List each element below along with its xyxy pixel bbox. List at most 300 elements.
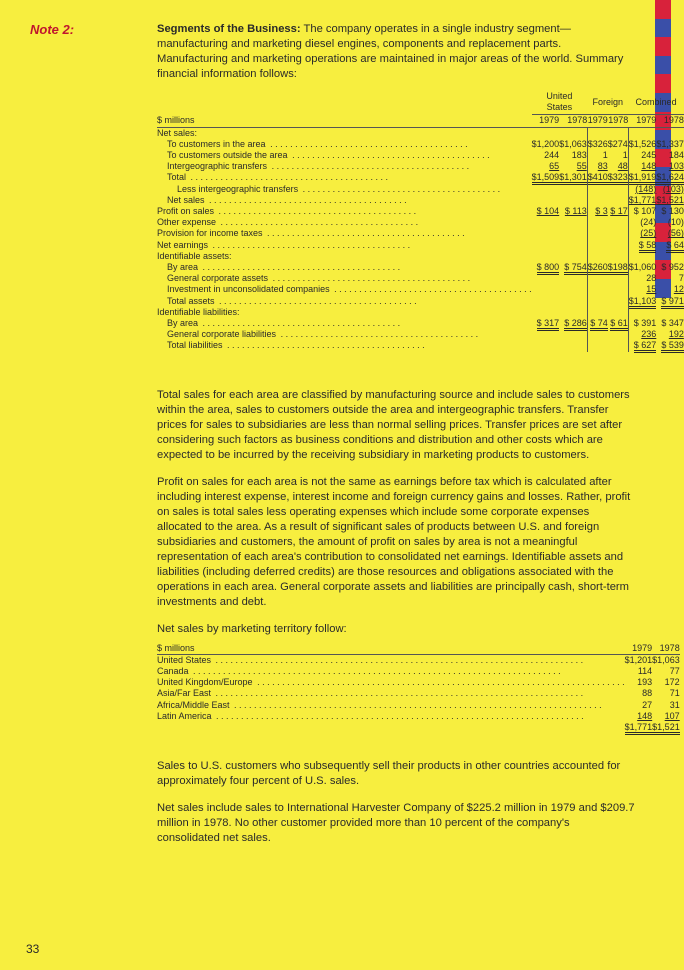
row-label-text: To customers outside the area bbox=[167, 150, 288, 161]
cell-value bbox=[608, 150, 629, 161]
cell-value bbox=[587, 195, 608, 206]
cell-value bbox=[652, 677, 680, 688]
cell-text: $ 317 bbox=[537, 318, 560, 331]
cell-value bbox=[532, 228, 560, 239]
cell-text: (103) bbox=[662, 183, 684, 194]
cell-value bbox=[532, 172, 560, 183]
row-label-text: General corporate assets bbox=[167, 273, 269, 284]
table-row bbox=[157, 206, 684, 217]
cell-value bbox=[625, 700, 653, 711]
cell-value bbox=[587, 340, 608, 351]
year-header: 1978 bbox=[559, 115, 587, 127]
territory-table bbox=[157, 643, 680, 734]
cell-value bbox=[608, 262, 629, 273]
cell-text: 71 bbox=[669, 688, 680, 699]
cell-text: 88 bbox=[642, 688, 653, 699]
cell-value bbox=[628, 329, 656, 340]
cell-text: (148) bbox=[635, 183, 657, 194]
cell-value bbox=[532, 150, 560, 161]
cell-text: (10) bbox=[667, 217, 684, 228]
cell-value bbox=[587, 217, 608, 228]
row-label-text: United States bbox=[157, 654, 212, 665]
paragraph-transfer-prices: Total sales for each area are classified by manufacturing source and include sales to customers within the area, sales to customers outside the area and intergeographic transfers. Transfer prices for sales to subsidiaries are less than normal selling prices. Transfer prices are set after considering such factors as business conditions and distribution and other costs which are expected to be incurred by the receiving subsidiary in marketing products to customers. bbox=[157, 388, 630, 461]
row-label bbox=[157, 251, 532, 262]
row-label-text: General corporate liabilities bbox=[167, 329, 277, 340]
cell-value bbox=[532, 307, 560, 318]
table-row bbox=[157, 722, 680, 733]
row-label-text: Net sales: bbox=[157, 127, 198, 138]
paragraph-us-resales: Sales to U.S. customers who subsequently sell their products in other countries accounted for approximately four percent of U.S. sales. bbox=[157, 760, 621, 788]
cell-value bbox=[559, 161, 587, 172]
row-label-text: Total bbox=[167, 172, 187, 183]
cell-value bbox=[608, 139, 629, 150]
cell-text: 245 bbox=[641, 150, 657, 161]
cell-text: $1,521 bbox=[652, 722, 680, 735]
cell-value bbox=[608, 127, 629, 139]
cell-text: 192 bbox=[668, 329, 684, 340]
row-label: Net earnings . . . . . . . . . . . . . . . . . . . . . . . . . . . . . . . . . . . . . . . . bbox=[157, 239, 411, 250]
cell-value bbox=[628, 228, 656, 239]
cell-value bbox=[559, 340, 587, 351]
row-label: Latin America . . . . . . . . . . . . . . . . . . . . . . . . . . . . . . . . . . . . . . . . . . . . . . . . . . . . . . . . . . . . . . . . . . . . . . . . . . bbox=[157, 710, 584, 721]
page-number: 33 bbox=[26, 942, 40, 956]
cell-value bbox=[628, 172, 656, 183]
cell-text: $ 800 bbox=[537, 262, 560, 275]
cell-value bbox=[656, 150, 684, 161]
table-row bbox=[157, 127, 684, 139]
cell-text: 27 bbox=[642, 699, 653, 710]
segment-table-body bbox=[157, 127, 684, 352]
cell-value bbox=[532, 251, 560, 262]
cell-value bbox=[587, 206, 608, 217]
row-label-text: Identifiable liabilities: bbox=[157, 306, 240, 317]
cell-value bbox=[628, 217, 656, 228]
cell-value bbox=[656, 172, 684, 183]
segment-table-group-header bbox=[157, 90, 684, 115]
cell-text: $1,060 bbox=[628, 262, 657, 273]
cell-value bbox=[587, 296, 608, 307]
cell-text: 12 bbox=[673, 284, 684, 295]
row-label: Asia/Far East . . . . . . . . . . . . . . . . . . . . . . . . . . . . . . . . . . . . . . . . . . . . . . . . . . . . . . . . . . . . . . . . . . . . . . . . . . bbox=[157, 688, 584, 699]
cell-value bbox=[628, 161, 656, 172]
cell-text: 103 bbox=[668, 161, 684, 172]
cell-text: 83 bbox=[597, 161, 608, 172]
cell-text: $ 539 bbox=[661, 340, 684, 353]
cell-value bbox=[532, 184, 560, 195]
cell-value bbox=[587, 127, 608, 139]
cell-text: $ 952 bbox=[661, 262, 684, 273]
cell-value bbox=[625, 666, 653, 677]
cell-value bbox=[532, 240, 560, 251]
cell-value bbox=[532, 296, 560, 307]
cell-value bbox=[608, 240, 629, 251]
cell-text: 148 bbox=[641, 161, 657, 172]
cell-value bbox=[532, 262, 560, 273]
intro-text: The company operates in a single industry segment—manufacturing and marketing diesel engines, components and replacement parts. Manufacturing and marketing operations are maintained in major areas of the world. Summary financial information follows: bbox=[157, 23, 624, 80]
cell-value bbox=[559, 307, 587, 318]
cell-value bbox=[587, 262, 608, 273]
table-row bbox=[157, 172, 684, 183]
cell-text: $ 391 bbox=[633, 318, 657, 329]
group-us: United States bbox=[532, 90, 588, 115]
cell-value bbox=[532, 139, 560, 150]
cell-value bbox=[625, 711, 653, 722]
row-label-text: By area bbox=[167, 318, 199, 329]
cell-text: 172 bbox=[664, 677, 680, 688]
cell-text: $326 bbox=[587, 138, 608, 149]
cell-value bbox=[628, 150, 656, 161]
row-label: Africa/Middle East . . . . . . . . . . . . . . . . . . . . . . . . . . . . . . . . . . . . . . . . . . . . . . . . . . . . . . . . . . . . . . . . . . . . . . . . . . bbox=[157, 699, 602, 710]
note-label: Note 2: bbox=[30, 22, 75, 37]
cell-value bbox=[532, 318, 560, 329]
table-row bbox=[157, 677, 680, 688]
row-label-text: Provision for income taxes bbox=[157, 228, 263, 239]
cell-value bbox=[652, 722, 680, 733]
year-header: 1979 bbox=[625, 643, 653, 655]
territory-table-header bbox=[157, 643, 680, 655]
cell-text: 77 bbox=[669, 666, 680, 677]
cell-value bbox=[628, 318, 656, 329]
row-label: General corporate liabilities . . . . . . . . . . . . . . . . . . . . . . . . . . . . . . . . . . . . . . . . bbox=[167, 329, 479, 340]
cell-text: $ 104 bbox=[536, 206, 560, 217]
row-label-text: Identifiable assets: bbox=[157, 250, 232, 261]
cell-value bbox=[608, 307, 629, 318]
cell-value bbox=[628, 184, 656, 195]
cell-value bbox=[652, 711, 680, 722]
cell-text: $ 74 bbox=[590, 318, 608, 331]
cell-text: $410 bbox=[588, 172, 608, 185]
cell-text: $1,509 bbox=[532, 172, 560, 185]
cell-value bbox=[656, 240, 684, 251]
cell-text: $1,521 bbox=[656, 194, 684, 205]
row-label-text: Canada bbox=[157, 666, 189, 677]
table-row bbox=[157, 296, 684, 307]
cell-value bbox=[656, 139, 684, 150]
cell-value bbox=[656, 217, 684, 228]
cell-value bbox=[656, 161, 684, 172]
row-label: By area . . . . . . . . . . . . . . . . . . . . . . . . . . . . . . . . . . . . . . . . bbox=[167, 318, 401, 329]
row-label: Total liabilities . . . . . . . . . . . . . . . . . . . . . . . . . . . . . . . . . . . . . . . . bbox=[167, 340, 425, 351]
row-label-text: Asia/Far East bbox=[157, 688, 212, 699]
row-label: Less intergeographic transfers . . . . . . . . . . . . . . . . . . . . . . . . . . . . . . . . . . . . . . . . bbox=[177, 183, 501, 194]
table-row bbox=[157, 688, 680, 699]
paragraph-profit-on-sales: Profit on sales for each area is not the same as earnings before tax which is calculated after including interest expense, interest income and foreign currency gains and losses. Rather, profit on sales is total sales less operating expenses which include some corporate expenses allocated to the area. As a result of significant sales of products between U.S. and foreign subsidiaries and customers, the amount of profit on sales by area is not a meaningful representation of each area's contribution to consolidated net earnings. Identifiable assets and liabilities (including deferred credits) are those resources and obligations associated with the operations in each area. General corporate assets and liabilities are principally cash, short-term investments and debt. bbox=[157, 475, 631, 608]
cell-value bbox=[608, 251, 629, 262]
cell-value bbox=[625, 722, 653, 733]
row-label: United Kingdom/Europe . . . . . . . . . . . . . . . . . . . . . . . . . . . . . . . . . . . . . . . . . . . . . . . . . . . . . . . . . . . . . . . . . . . . . . . . . . bbox=[157, 677, 625, 688]
cell-value bbox=[559, 206, 587, 217]
cell-text: $1,201 bbox=[624, 654, 653, 665]
cell-text: $1,526 bbox=[628, 138, 657, 149]
cell-text: $323 bbox=[608, 172, 628, 185]
year-header: 1979 bbox=[532, 115, 560, 127]
cell-value bbox=[559, 318, 587, 329]
table-row bbox=[157, 228, 684, 239]
year-header: 1979 bbox=[587, 115, 608, 126]
table-row bbox=[157, 700, 680, 711]
year-header: 1978 bbox=[608, 115, 629, 126]
cell-value bbox=[628, 139, 656, 150]
cell-value bbox=[608, 184, 629, 195]
cell-value bbox=[608, 340, 629, 351]
cell-text: (56) bbox=[667, 228, 684, 239]
cell-text: $ 107 bbox=[633, 206, 657, 217]
cell-value bbox=[559, 262, 587, 273]
cell-value bbox=[656, 184, 684, 195]
cell-value bbox=[587, 240, 608, 251]
cell-value bbox=[656, 127, 684, 139]
table-row bbox=[157, 711, 680, 722]
cell-text: $1,919 bbox=[629, 172, 657, 185]
cell-text: 28 bbox=[646, 273, 657, 284]
cell-value bbox=[587, 284, 608, 295]
table-unit: $ millions bbox=[157, 643, 625, 655]
cell-value bbox=[608, 296, 629, 307]
cell-value bbox=[559, 172, 587, 183]
cell-text: $ 113 bbox=[564, 206, 587, 217]
cell-text: $1,337 bbox=[656, 138, 684, 149]
cell-text: $1,771 bbox=[625, 722, 653, 735]
row-label-text: United Kingdom/Europe bbox=[157, 677, 253, 688]
table-row bbox=[157, 161, 684, 172]
row-label bbox=[157, 722, 625, 733]
row-label-text: Profit on sales bbox=[157, 206, 215, 217]
cell-value bbox=[652, 654, 680, 666]
row-label: To customers in the area . . . . . . . . . . . . . . . . . . . . . . . . . . . . . . . . . . . . . . . . bbox=[167, 138, 468, 149]
year-header: 1978 bbox=[656, 115, 684, 127]
cell-value bbox=[559, 127, 587, 139]
cell-value bbox=[628, 206, 656, 217]
cell-text: $1,624 bbox=[656, 172, 684, 185]
table-row bbox=[157, 184, 684, 195]
cell-text: 1 bbox=[602, 150, 608, 161]
cell-text: 48 bbox=[617, 161, 628, 172]
cell-value bbox=[628, 262, 656, 273]
cell-text: 183 bbox=[571, 150, 587, 161]
cell-text: 184 bbox=[668, 150, 684, 161]
cell-value bbox=[628, 284, 656, 295]
cell-value bbox=[608, 228, 629, 239]
table-unit: $ millions bbox=[157, 115, 532, 127]
cell-text: $ 130 bbox=[661, 206, 684, 217]
row-label: Canada . . . . . . . . . . . . . . . . . . . . . . . . . . . . . . . . . . . . . . . . . . . . . . . . . . . . . . . . . . . . . . . . . . . . . . . . . . bbox=[157, 666, 561, 677]
row-label: To customers outside the area . . . . . . . . . . . . . . . . . . . . . . . . . . . . . . . . . . . . . . . . bbox=[167, 150, 490, 161]
row-label-text: By area bbox=[167, 262, 199, 273]
table-row bbox=[157, 195, 684, 206]
cell-value bbox=[656, 206, 684, 217]
cell-text: $ 64 bbox=[666, 240, 684, 253]
cell-value bbox=[628, 127, 656, 139]
cell-value bbox=[559, 195, 587, 206]
table-row bbox=[157, 240, 684, 251]
cell-value bbox=[608, 172, 629, 183]
cell-value bbox=[656, 195, 684, 206]
cell-text: 244 bbox=[544, 150, 560, 161]
cell-value bbox=[656, 273, 684, 284]
row-label-text: Investment in unconsolidated companies bbox=[167, 284, 330, 295]
row-label: Net sales . . . . . . . . . . . . . . . . . . . . . . . . . . . . . . . . . . . . . . . . bbox=[167, 194, 407, 205]
cell-value bbox=[656, 284, 684, 295]
table-row bbox=[157, 150, 684, 161]
cell-value bbox=[559, 296, 587, 307]
intro-title: Segments of the Business: bbox=[157, 23, 301, 35]
cell-value bbox=[628, 195, 656, 206]
cell-text: $198 bbox=[608, 262, 628, 275]
table-row bbox=[157, 307, 684, 318]
cell-text: $ 754 bbox=[564, 262, 587, 275]
cell-value bbox=[656, 340, 684, 351]
cell-value bbox=[652, 688, 680, 699]
cell-value bbox=[559, 184, 587, 195]
row-label: Intergeographic transfers . . . . . . . . . . . . . . . . . . . . . . . . . . . . . . . . . . . . . . . . bbox=[167, 161, 470, 172]
row-label: Investment in unconsolidated companies . . . . . . . . . . . . . . . . . . . . . . . . . . . . . . . . . . . . . . . . bbox=[167, 284, 532, 295]
cell-value bbox=[559, 139, 587, 150]
cell-value bbox=[587, 307, 608, 318]
paragraph-international-harvester: Net sales include sales to International Harvester Company of $225.2 million in 1979 and $209.7 million in 1978. No other customer provided more than 10 percent of the company's consolidated net sales. bbox=[157, 802, 635, 845]
year-header: 1978 bbox=[652, 643, 680, 655]
cell-text: $ 971 bbox=[661, 296, 684, 309]
cell-value bbox=[608, 217, 629, 228]
cell-value bbox=[532, 217, 560, 228]
row-label bbox=[157, 127, 532, 139]
cell-text: 1 bbox=[622, 150, 628, 161]
cell-value bbox=[608, 284, 629, 295]
row-label-text: Total liabilities bbox=[167, 340, 223, 351]
cell-value bbox=[532, 206, 560, 217]
cell-value bbox=[559, 228, 587, 239]
territory-table-body bbox=[157, 654, 680, 733]
cell-value bbox=[608, 318, 629, 329]
cell-text: 148 bbox=[637, 710, 653, 721]
cell-value bbox=[608, 161, 629, 172]
cell-value bbox=[625, 688, 653, 699]
cell-text: 236 bbox=[641, 329, 657, 340]
row-label-text: To customers in the area bbox=[167, 138, 266, 149]
table-row bbox=[157, 251, 684, 262]
cell-value bbox=[656, 228, 684, 239]
row-label-text: Less intergeographic transfers bbox=[177, 183, 299, 194]
row-label: Provision for income taxes . . . . . . . . . . . . . . . . . . . . . . . . . . . . . . . . . . . . . . . . bbox=[157, 228, 465, 239]
cell-value bbox=[559, 284, 587, 295]
row-label: General corporate assets . . . . . . . . . . . . . . . . . . . . . . . . . . . . . . . . . . . . . . . . bbox=[167, 273, 471, 284]
table-row bbox=[157, 654, 680, 666]
table-row bbox=[157, 217, 684, 228]
cell-value bbox=[587, 161, 608, 172]
cell-value bbox=[628, 273, 656, 284]
cell-text: $ 286 bbox=[564, 318, 587, 331]
cell-value bbox=[587, 172, 608, 183]
row-label-text: Other expense bbox=[157, 217, 217, 228]
cell-text: $274 bbox=[607, 138, 628, 149]
segment-table bbox=[157, 90, 684, 352]
cell-value bbox=[625, 677, 653, 688]
cell-text: 15 bbox=[646, 284, 657, 295]
paragraph-territory-intro: Net sales by marketing territory follow: bbox=[157, 622, 347, 635]
cell-value bbox=[587, 139, 608, 150]
cell-text: 107 bbox=[664, 710, 680, 721]
cell-text: $ 347 bbox=[661, 318, 684, 329]
cell-text: $ 627 bbox=[634, 340, 657, 353]
row-label-text: Intergeographic transfers bbox=[167, 161, 268, 172]
row-label: Profit on sales . . . . . . . . . . . . . . . . . . . . . . . . . . . . . . . . . . . . . . . . bbox=[157, 206, 417, 217]
cell-value bbox=[628, 296, 656, 307]
intro-paragraph bbox=[157, 22, 635, 82]
cell-value bbox=[652, 666, 680, 677]
note-content bbox=[157, 22, 684, 846]
table-row bbox=[157, 666, 680, 677]
row-label: By area . . . . . . . . . . . . . . . . . . . . . . . . . . . . . . . . . . . . . . . . bbox=[167, 262, 401, 273]
cell-text: 7 bbox=[678, 273, 684, 284]
group-foreign: Foreign bbox=[587, 90, 628, 115]
cell-value bbox=[559, 217, 587, 228]
cell-value bbox=[559, 240, 587, 251]
cell-value bbox=[587, 318, 608, 329]
table-row bbox=[157, 284, 684, 295]
cell-value bbox=[652, 700, 680, 711]
row-label-text: Total assets bbox=[167, 295, 215, 306]
cell-text: $ 58 bbox=[639, 240, 657, 253]
cell-value bbox=[559, 150, 587, 161]
cell-text: $1,771 bbox=[628, 194, 657, 205]
row-label: Total . . . . . . . . . . . . . . . . . . . . . . . . . . . . . . . . . . . . . . . . bbox=[167, 172, 389, 183]
cell-value bbox=[587, 228, 608, 239]
cell-text: $1,301 bbox=[559, 172, 587, 185]
cell-value bbox=[656, 262, 684, 273]
cell-text: $1,103 bbox=[629, 296, 657, 309]
cell-value bbox=[559, 251, 587, 262]
row-label: Other expense . . . . . . . . . . . . . . . . . . . . . . . . . . . . . . . . . . . . . . . . bbox=[157, 217, 419, 228]
table-row bbox=[157, 262, 684, 273]
cell-value bbox=[587, 184, 608, 195]
cell-text: (24) bbox=[640, 217, 657, 228]
cell-text: $ 17 bbox=[610, 206, 628, 217]
cell-text: 65 bbox=[549, 161, 560, 172]
row-label: United States . . . . . . . . . . . . . . . . . . . . . . . . . . . . . . . . . . . . . . . . . . . . . . . . . . . . . . . . . . . . . . . . . . . . . . . . . . bbox=[157, 654, 584, 665]
cell-text: $1,200 bbox=[531, 138, 560, 149]
cell-value bbox=[532, 161, 560, 172]
cell-value bbox=[587, 150, 608, 161]
cell-value bbox=[608, 206, 629, 217]
cell-value bbox=[532, 340, 560, 351]
row-label bbox=[157, 307, 532, 318]
cell-value bbox=[628, 240, 656, 251]
cell-text: $1,063 bbox=[559, 138, 587, 149]
cell-text: $1,063 bbox=[652, 654, 680, 665]
row-label-text: Africa/Middle East bbox=[157, 699, 230, 710]
table-row bbox=[157, 318, 684, 329]
segment-table-year-header bbox=[157, 115, 684, 127]
cell-text: 55 bbox=[576, 161, 587, 172]
cell-text: $260 bbox=[588, 262, 608, 275]
table-row bbox=[157, 340, 684, 351]
row-label-text: Net earnings bbox=[157, 239, 209, 250]
group-combined: Combined bbox=[628, 90, 684, 115]
row-label: Total assets . . . . . . . . . . . . . . . . . . . . . . . . . . . . . . . . . . . . . . . . bbox=[167, 295, 417, 306]
cell-value bbox=[625, 654, 653, 666]
cell-value bbox=[532, 284, 560, 295]
cell-text: 114 bbox=[637, 666, 653, 677]
cell-text: $ 3 bbox=[595, 206, 608, 217]
cell-value bbox=[532, 127, 560, 139]
cell-value bbox=[608, 195, 629, 206]
cell-value bbox=[656, 329, 684, 340]
cell-text: 193 bbox=[637, 677, 653, 688]
cell-value bbox=[587, 251, 608, 262]
cell-text: 31 bbox=[669, 699, 680, 710]
row-label-text bbox=[157, 722, 159, 732]
cell-text: $ 61 bbox=[610, 318, 628, 331]
cell-text: (25) bbox=[640, 228, 657, 239]
